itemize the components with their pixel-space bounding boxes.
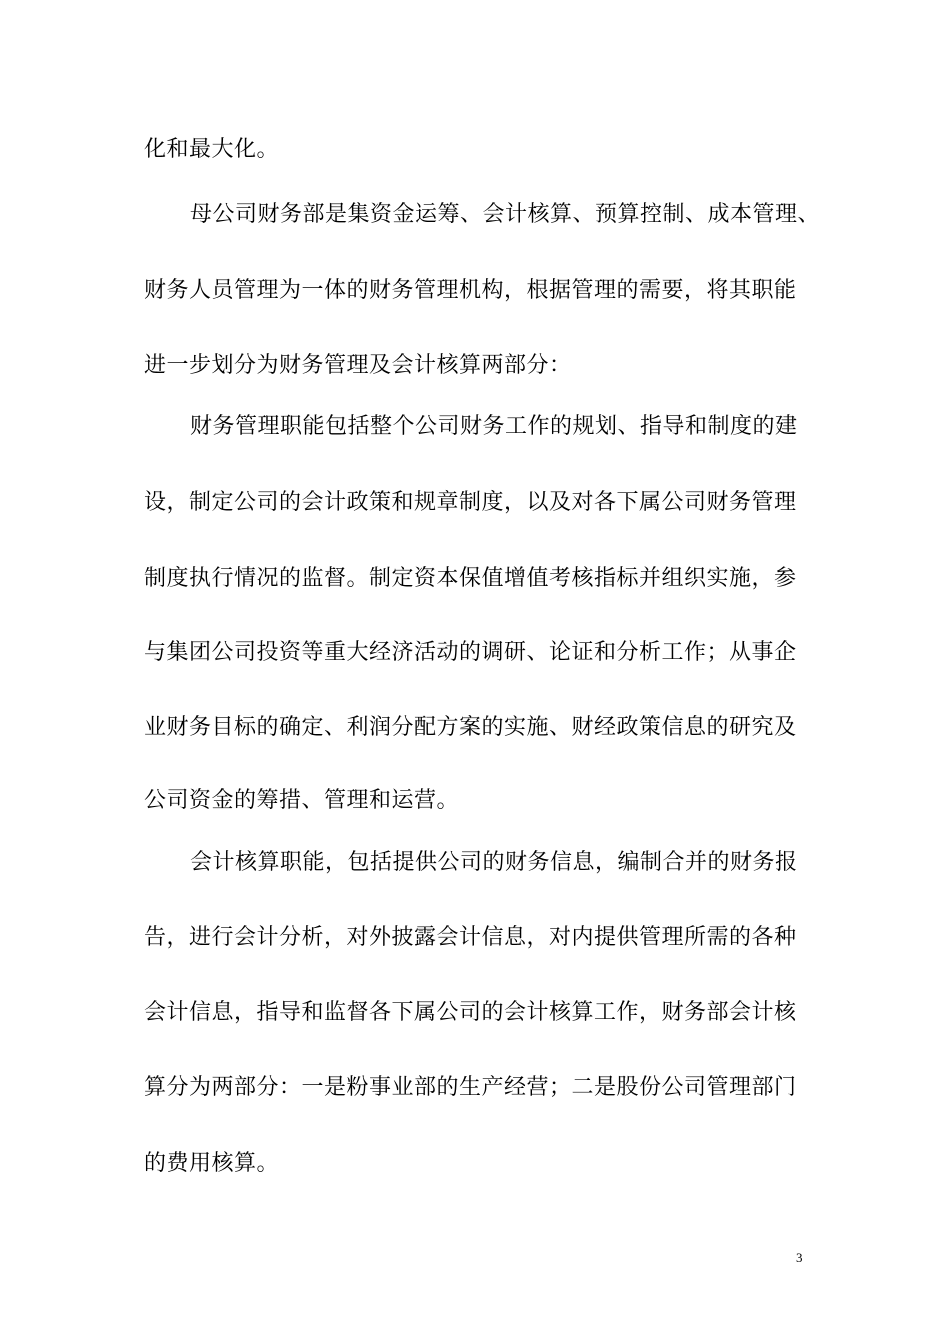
text-line-4: 进一步划分为财务管理及会计核算两部分： — [144, 353, 572, 378]
text-line-6: 设，制定公司的会计政策和规章制度，以及对各下属公司财务管理 — [144, 490, 797, 515]
text-line-1: 化和最大化。 — [144, 137, 280, 162]
text-line-10: 公司资金的筹措、管理和运营。 — [144, 788, 460, 813]
text-line-14: 算分为两部分：一是粉事业部的生产经营；二是股份公司管理部门 — [144, 1075, 797, 1100]
text-line-11: 会计核算职能，包括提供公司的财务信息，编制合并的财务报 — [190, 850, 798, 875]
text-line-5: 财务管理职能包括整个公司财务工作的规划、指导和制度的建 — [190, 414, 798, 439]
text-line-7: 制度执行情况的监督。制定资本保值增值考核指标并组织实施，参 — [144, 566, 797, 591]
text-line-15: 的费用核算。 — [144, 1151, 280, 1176]
text-line-9: 业财务目标的确定、利润分配方案的实施、财经政策信息的研究及 — [144, 715, 797, 740]
text-line-12: 告，进行会计分析，对外披露会计信息，对内提供管理所需的各种 — [144, 925, 797, 950]
text-line-13: 会计信息，指导和监督各下属公司的会计核算工作，财务部会计核 — [144, 1000, 797, 1025]
text-line-2: 母公司财务部是集资金运筹、会计核算、预算控制、成本管理、 — [190, 202, 821, 227]
text-line-8: 与集团公司投资等重大经济活动的调研、论证和分析工作；从事企 — [144, 640, 797, 665]
page-number: 3 — [796, 1250, 803, 1265]
text-line-3: 财务人员管理为一体的财务管理机构，根据管理的需要，将其职能 — [144, 278, 797, 303]
